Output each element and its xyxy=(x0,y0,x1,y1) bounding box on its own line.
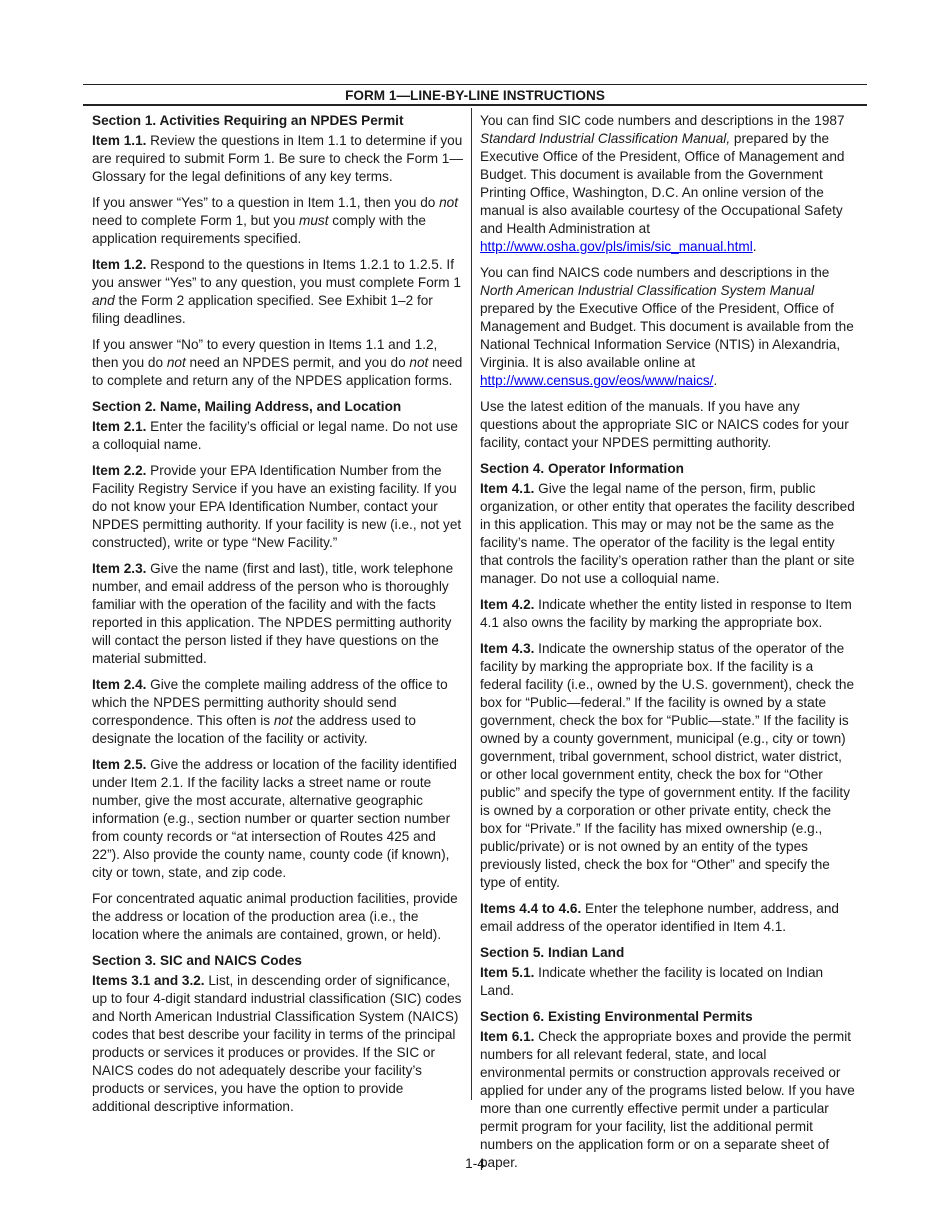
section-5-heading: Section 5. Indian Land xyxy=(480,945,625,960)
left-column xyxy=(92,112,464,1124)
naics-manual-note: You can find NAICS code numbers and descriptions in the North American Industrial Classification System Manual prepared by the Executive Office of the President, Office of Management and Budget. This document is available from the National Technical Information Service (NTIS) in Alexandria, Virginia. It is also available online at http://www.census.gov/eos/www/naics/. xyxy=(480,265,854,388)
section-6-heading: Section 6. Existing Environmental Permits xyxy=(480,1009,753,1024)
item-1-2-note: If you answer “No” to every question in Items 1.1 and 1.2, then you do not need an NPDES permit, and you do not need to complete and return any of the NPDES application forms. xyxy=(92,337,463,388)
aquatic-note: For concentrated aquatic animal production facilities, provide the address or location of the production area (i.e., the location where the animals are contained, grown, or held). xyxy=(92,891,458,942)
section-3-heading: Section 3. SIC and NAICS Codes xyxy=(92,953,302,968)
page-number: 1-4 xyxy=(465,1156,485,1171)
item-5-1: Item 5.1. Indicate whether the facility is located on Indian Land. xyxy=(480,965,824,998)
sic-manual-note: You can find SIC code numbers and descriptions in the 1987 Standard Industrial Classification Manual, prepared by the Executive Office of the President, Office of Management and Budget. This document is available from the Government Printing Office, Washington, D.C. An online version of the manual is also available courtesy of the Occupational Safety and Health Administration at http://www.osha.gov/pls/imis/sic_manual.html. xyxy=(480,113,845,254)
item-4-1: Item 4.1. Give the legal name of the person, firm, public organization, or other entity that operates the facility described in this application. This may or may not be the same as the facility’s name. The operator of the facility is the legal entity that controls the facility’s operation rather than the plant or site manager. Do not use a colloquial name. xyxy=(480,481,855,586)
osha-sic-link[interactable]: http://www.osha.gov/pls/imis/sic_manual.html xyxy=(480,239,753,254)
items-3-1-3-2: Items 3.1 and 3.2. List, in descending order of significance, up to four 4-digit standard industrial classification (SIC) codes and North American Industrial Classification System (NAICS) codes that best describe your facility in terms of the principal products or services it produces or provides. If the SIC or NAICS codes do not adequately describe your facility’s products or services, you have the option to provide additional descriptive information. xyxy=(92,973,462,1114)
items-4-4-4-6: Items 4.4 to 4.6. Enter the telephone number, address, and email address of the operator identified in Item 4.1. xyxy=(480,901,839,934)
item-1-2: Item 1.2. Respond to the questions in Items 1.2.1 to 1.2.5. If you answer “Yes” to any question, you must complete Form 1 and the Form 2 application specified. See Exhibit 1–2 for filing deadlines. xyxy=(92,257,461,326)
page-title: FORM 1—LINE-BY-LINE INSTRUCTIONS xyxy=(83,84,867,106)
latest-edition-note: Use the latest edition of the manuals. If you have any questions about the appropriate SIC or NAICS codes for your facility, contact your NPDES permitting authority. xyxy=(480,399,849,450)
item-2-2: Item 2.2. Provide your EPA Identification Number from the Facility Registry Service if you have an existing facility. If you do not know your EPA Identification Number, contact your NPDES permitting authority. If your facility is new (i.e., not yet constructed), write or type “New Facility.” xyxy=(92,463,462,550)
item-2-3: Item 2.3. Give the name (first and last), title, work telephone number, and email address of the person who is thoroughly familiar with the operation of the facility and with the facts reported in this application. The NPDES permitting authority will contact the person listed if they have questions on the material submitted. xyxy=(92,561,454,666)
item-2-1: Item 2.1. Enter the facility’s official or legal name. Do not use a colloquial name. xyxy=(92,419,458,452)
item-4-3: Item 4.3. Indicate the ownership status of the operator of the facility by marking the appropriate box. If the facility is a federal facility (i.e., owned by the U.S. government), check the box for “Public—federal.” If the facility is owned by a state government, check the box for “Public—state.” If the facility is owned by a county government, municipal (e.g., city or town) government, tribal government, school district, water district, or other local government entity, check the box for “Other public” and specify the type of government entity. If the facility is owned by a corporation or other private entity, check the box for “Private.” If the facility has mixed ownership (e.g., public/private) or is not owned by an entity of the types previously listed, check the box for “Other” and specify the type of entity. xyxy=(480,641,855,890)
census-naics-link[interactable]: http://www.census.gov/eos/www/naics/ xyxy=(480,373,714,388)
column-divider xyxy=(471,108,472,1100)
item-4-2: Item 4.2. Indicate whether the entity listed in response to Item 4.1 also owns the facility by marking the appropriate box. xyxy=(480,597,852,630)
item-2-5: Item 2.5. Give the address or location of the facility identified under Item 2.1. If the facility lacks a street name or route number, give the most accurate, alternative geographic information (e.g., section number or quarter section number from county records or “at intersection of Routes 425 and 22”). Also provide the county name, county code (if known), city or town, state, and zip code. xyxy=(92,757,457,880)
section-4-heading: Section 4. Operator Information xyxy=(480,461,684,476)
right-column xyxy=(480,112,855,1180)
item-1-1-note: If you answer “Yes” to a question in Item 1.1, then you do not need to complete Form 1, but you must comply with the application requirements specified. xyxy=(92,195,459,246)
item-2-4: Item 2.4. Give the complete mailing address of the office to which the NPDES permitting authority should send correspondence. This often is not the address used to designate the location of the facility or activity. xyxy=(92,677,448,746)
item-6-1: Item 6.1. Check the appropriate boxes and provide the permit numbers for all relevant federal, state, and local environmental permits or construction approvals received or applied for under any of the programs listed below. If you have more than one currently effective permit under a particular permit program for your facility, list the additional permit numbers on the application form or on a separate sheet of paper. xyxy=(480,1029,855,1170)
section-2-heading: Section 2. Name, Mailing Address, and Location xyxy=(92,399,402,414)
item-1-1: Item 1.1. Review the questions in Item 1.1 to determine if you are required to submit Form 1. Be sure to check the Form 1—Glossary for the legal definitions of any key terms. xyxy=(92,133,463,184)
section-1-heading: Section 1. Activities Requiring an NPDES Permit xyxy=(92,113,404,128)
